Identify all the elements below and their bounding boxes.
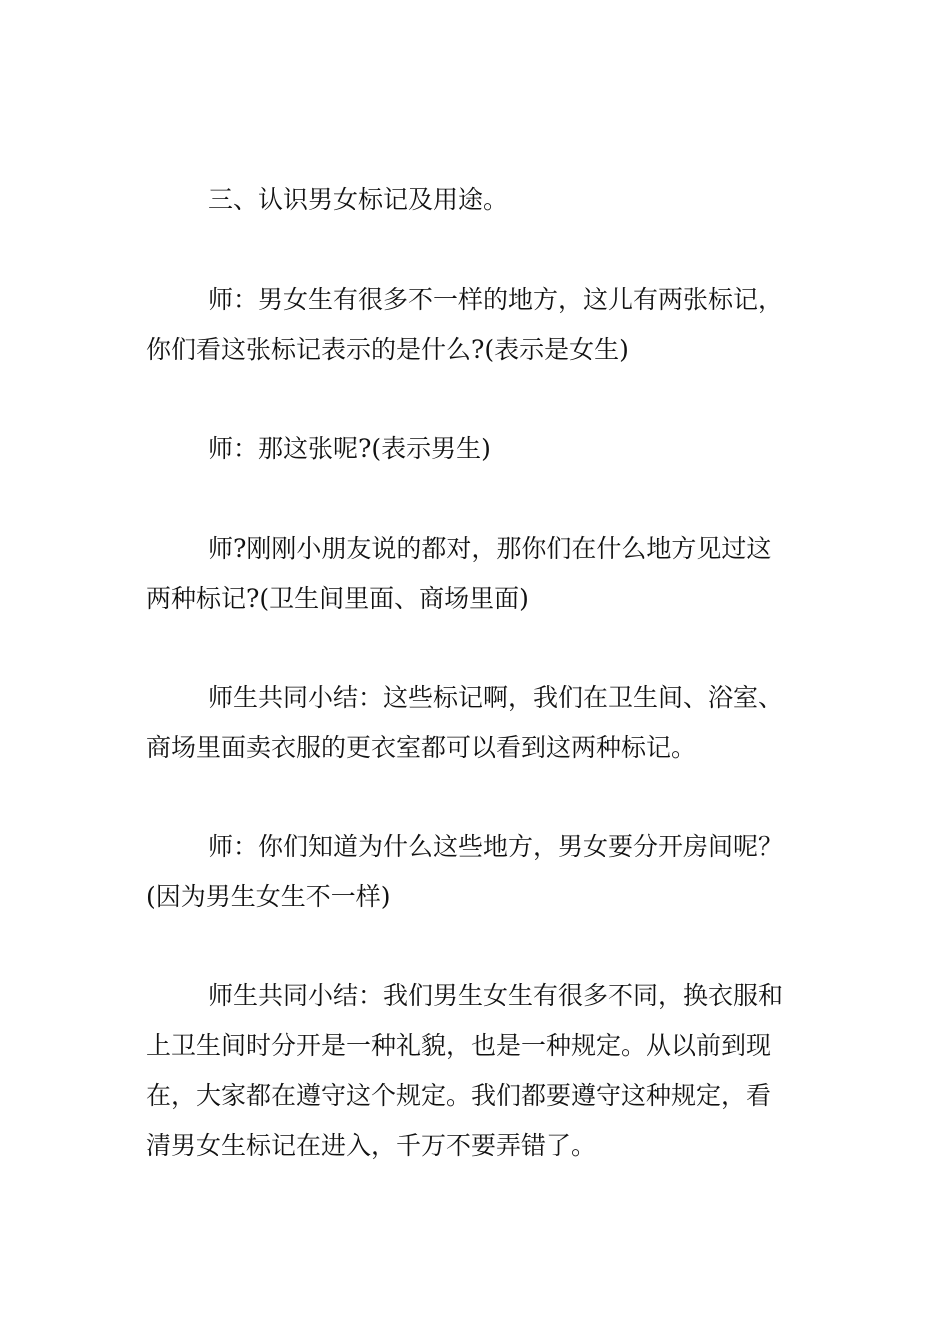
paragraph-6-line-3: 在，大家都在遵守这个规定。我们都要遵守这种规定，看: [146, 1081, 772, 1110]
paragraph-3-line-1: 师?刚刚小朋友说的都对，那你们在什么地方见过这: [208, 534, 772, 563]
paragraph-4-line-2: 商场里面卖衣服的更衣室都可以看到这两种标记。: [146, 733, 697, 762]
paragraph-6-line-4: 清男女生标记在进入，千万不要弄错了。: [146, 1131, 597, 1160]
paragraph-6-line-1: 师生共同小结：我们男生女生有很多不同，换衣服和: [208, 981, 784, 1010]
paragraph-5-line-1: 师：你们知道为什么这些地方，男女要分开房间呢？: [208, 832, 784, 861]
paragraph-1-line-1: 师：男女生有很多不一样的地方，这儿有两张标记，: [208, 285, 784, 314]
paragraph-6-line-2: 上卫生间时分开是一种礼貌，也是一种规定。从以前到现: [146, 1031, 772, 1060]
paragraph-2-line-1: 师：那这张呢?(表示男生): [208, 434, 491, 463]
paragraph-4-line-1: 师生共同小结：这些标记啊，我们在卫生间、浴室、: [208, 683, 784, 712]
paragraph-3-line-2: 两种标记?(卫生间里面、商场里面): [146, 584, 529, 613]
section-heading: 三、认识男女标记及用途。: [208, 185, 509, 214]
paragraph-5-line-2: (因为男生女生不一样): [146, 882, 391, 911]
paragraph-1-line-2: 你们看这张标记表示的是什么?(表示是女生): [146, 335, 629, 364]
